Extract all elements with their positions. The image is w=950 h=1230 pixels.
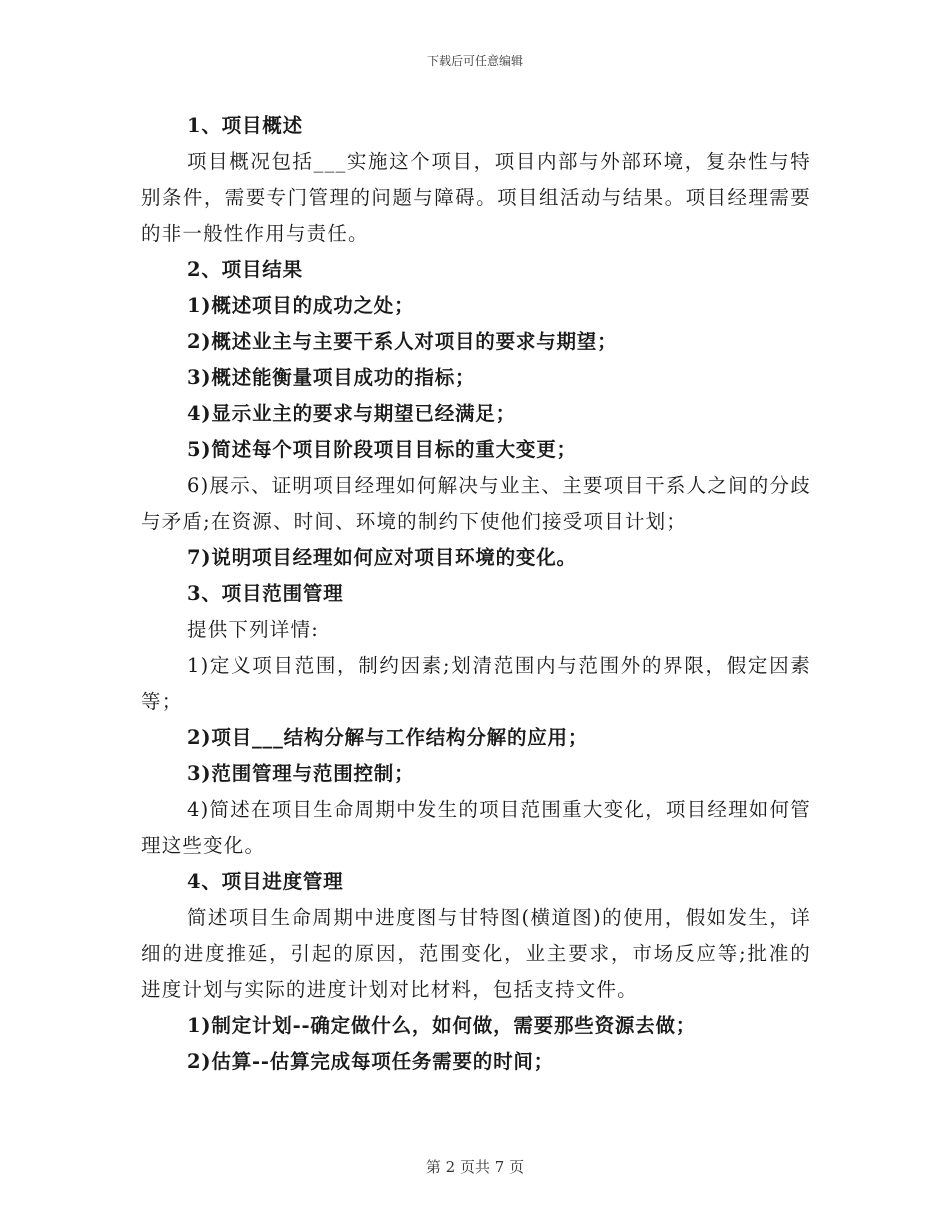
paragraph: 2)估算--估算完成每项任务需要的时间；	[187, 1050, 554, 1073]
paragraph: 2)项目___结构分解与工作结构分解的应用；	[187, 726, 589, 749]
paragraph: 1)定义项目范围，制约因素;划清范围内与范围外的界限，假定因素等；	[141, 654, 811, 713]
paragraph: 3)范围管理与范围控制；	[187, 762, 415, 785]
paragraph: 6)展示、证明项目经理如何解决与业主、主要项目干系人之间的分歧与矛盾;在资源、时间、环境的制约下使他们接受项目计划；	[141, 474, 811, 533]
paragraph: 4)显示业主的要求与期望已经满足；	[187, 402, 516, 425]
paragraph: 1)制定计划--确定做什么，如何做，需要那些资源去做；	[187, 1014, 697, 1037]
page-footer: 第 2 页共 7 页	[425, 1158, 525, 1176]
paragraph: 4、项目进度管理	[187, 870, 344, 893]
paragraph: 项目概况包括___实施这个项目，项目内部与外部环境，复杂性与特别条件，需要专门管理的问题与障碍。项目组活动与结果。项目经理需要的非一般性作用与责任。	[141, 150, 811, 245]
document-body	[141, 108, 811, 1080]
paragraph: 3)概述能衡量项目成功的指标；	[187, 366, 476, 389]
paragraph: 2、项目结果	[187, 258, 303, 281]
paragraph: 提供下列详情:	[187, 618, 319, 641]
paragraph: 1)概述项目的成功之处；	[187, 294, 415, 317]
paragraph: 3、项目范围管理	[187, 582, 344, 605]
paragraph: 5)简述每个项目阶段项目目标的重大变更；	[187, 438, 577, 461]
page-header: 下载后可任意编辑	[426, 54, 523, 68]
paragraph: 简述项目生命周期中进度图与甘特图(横道图)的使用，假如发生，详细的进度推延，引起的原因，范围变化，业主要求，市场反应等;批准的进度计划与实际的进度计划对比材料，包括支持文件。	[141, 906, 811, 1001]
paragraph: 2)概述业主与主要干系人对项目的要求与期望；	[187, 330, 618, 353]
paragraph: 7)说明项目经理如何应对项目环境的变化。	[187, 546, 577, 569]
paragraph: 4)简述在项目生命周期中发生的项目范围重大变化，项目经理如何管理这些变化。	[141, 798, 811, 857]
paragraph: 1、项目概述	[187, 114, 303, 137]
